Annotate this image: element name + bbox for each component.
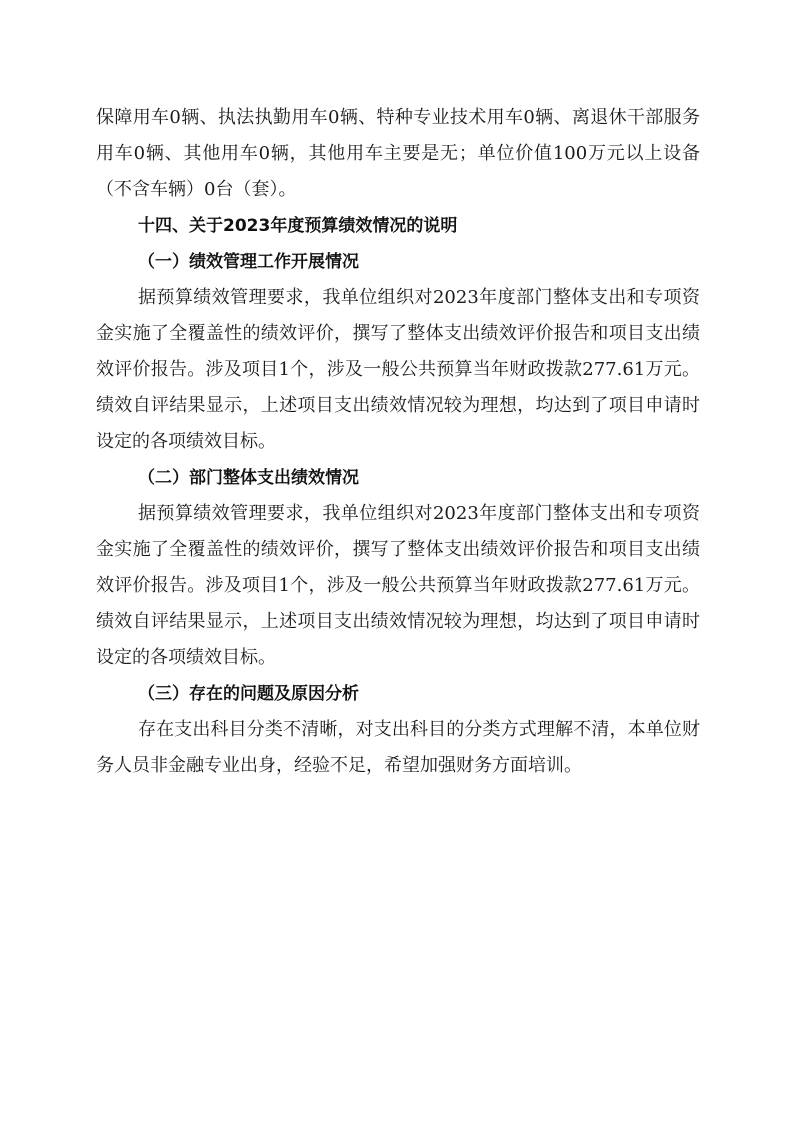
document-body (96, 100, 700, 784)
subsection-heading-2: （二）部门整体支出绩效情况 (138, 468, 359, 488)
subsection-body-3: 存在支出科目分类不清晰，对支出科目的分类方式理解不清，本单位财务人员非金融专业出身，经验不足，希望加强财务方面培训。 (96, 719, 700, 776)
subsection-heading-1: （一）绩效管理工作开展情况 (138, 252, 359, 272)
subsection-heading-3: （三）存在的问题及原因分析 (138, 684, 359, 704)
subsection-body-2: 据预算绩效管理要求，我单位组织对2023年度部门整体支出和专项资金实施了全覆盖性的绩效评价，撰写了整体支出绩效评价报告和项目支出绩效评价报告。涉及项目1个，涉及一般公共预算当年财政拨款277.61万元。绩效自评结果显示，上述项目支出绩效情况较为理想，均达到了项目申请时设定的各项绩效目标。 (96, 503, 700, 668)
intro-paragraph: 保障用车0辆、执法执勤用车0辆、特种专业技术用车0辆、离退休干部服务用车0辆、其他用车0辆，其他用车主要是无；单位价值100万元以上设备（不含车辆）0台（套）。 (96, 107, 700, 200)
subsection-body-1: 据预算绩效管理要求，我单位组织对2023年度部门整体支出和专项资金实施了全覆盖性的绩效评价，撰写了整体支出绩效评价报告和项目支出绩效评价报告。涉及项目1个，涉及一般公共预算当年财政拨款277.61万元。绩效自评结果显示，上述项目支出绩效情况较为理想，均达到了项目申请时设定的各项绩效目标。 (96, 287, 700, 452)
section-title: 十四、关于2023年度预算绩效情况的说明 (138, 216, 458, 236)
